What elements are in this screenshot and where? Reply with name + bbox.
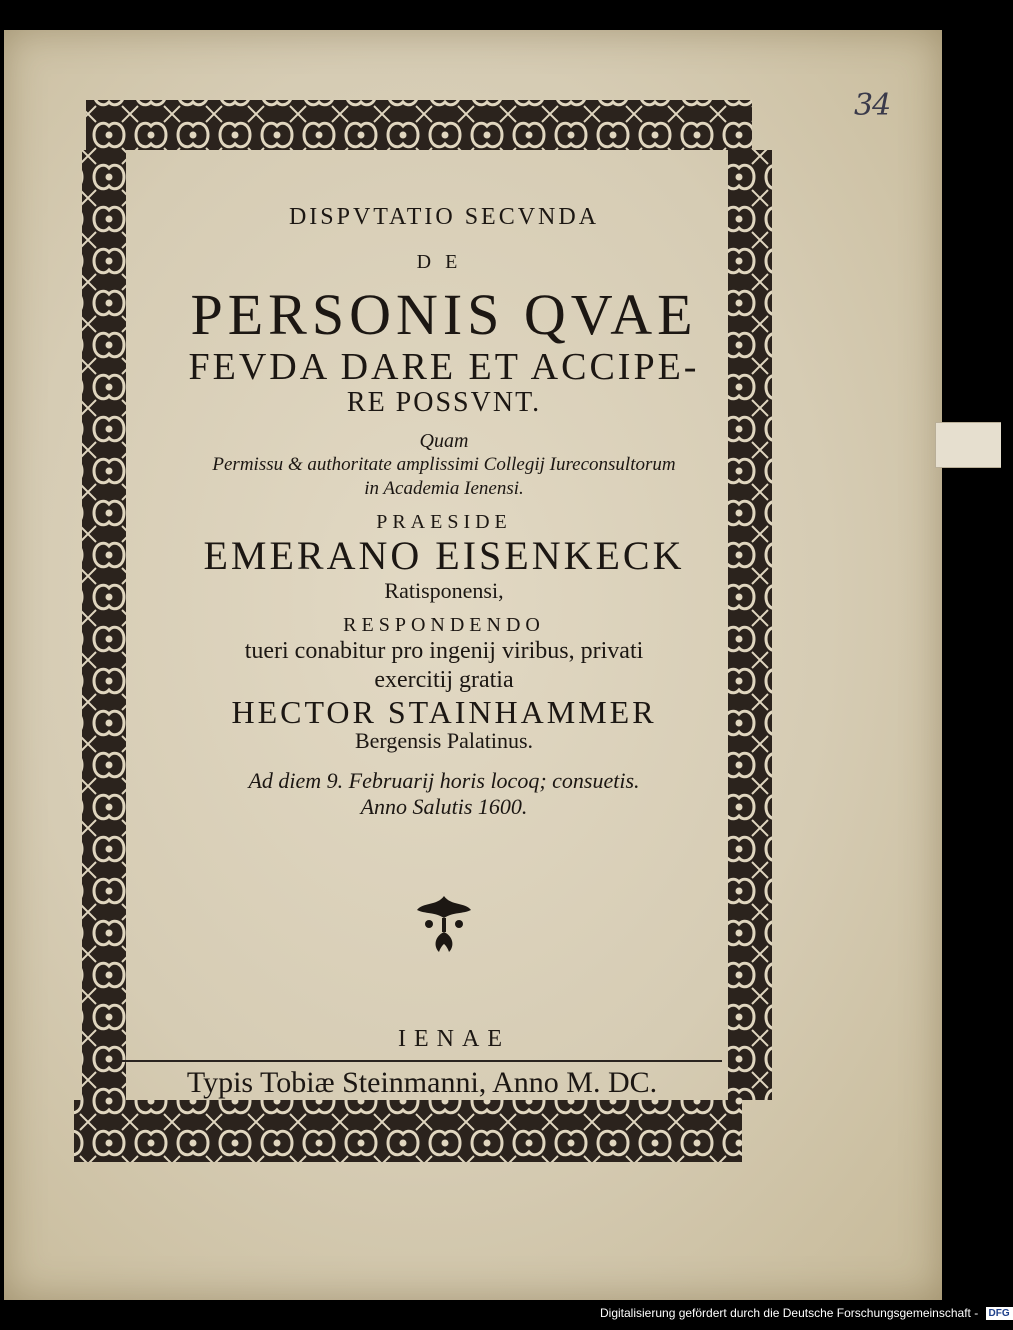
fleuron-ornament bbox=[409, 892, 479, 960]
academy-line: in Academia Ienensi. bbox=[364, 478, 524, 499]
folio-number: 34 bbox=[854, 88, 891, 123]
authority-line: Permissu & authoritate amplissimi Collegij Iureconsultorum bbox=[212, 454, 676, 475]
footer-credit-text: Digitalisierung gefördert durch die Deutsche Forschungsgemeinschaft - bbox=[600, 1306, 979, 1320]
title-text-block bbox=[124, 190, 764, 819]
de-line: DE bbox=[416, 251, 472, 273]
respondent-name: HECTOR STAINHAMMER bbox=[231, 694, 657, 730]
document-page bbox=[4, 30, 942, 1300]
disputation-heading: DISPVTATIO SECVNDA bbox=[288, 204, 600, 230]
main-title-line: PERSONIS QVAE bbox=[190, 282, 698, 347]
subtitle-line-1: FEVDA DARE ET ACCIPE- bbox=[188, 346, 700, 388]
praeside-line: PRAESIDE bbox=[376, 511, 512, 533]
president-name: EMERANO EISENKECK bbox=[203, 533, 685, 578]
respondendo-line: RESPONDENDO bbox=[343, 614, 545, 636]
year-line: Anno Salutis 1600. bbox=[360, 794, 528, 819]
exercise-line: exercitij gratia bbox=[374, 667, 514, 693]
respondent-origin: Bergensis Palatinus. bbox=[354, 728, 534, 753]
imprint-printer: Typis Tobiæ Steinmanni, Anno M. DC. bbox=[186, 1066, 658, 1099]
imprint-rule bbox=[122, 1060, 722, 1062]
dfg-credit-footer bbox=[600, 1306, 1010, 1326]
page-marker-tab bbox=[935, 422, 1001, 468]
defense-line: tueri conabitur pro ingenij viribus, privati bbox=[244, 638, 644, 664]
president-origin: Ratisponensi, bbox=[384, 578, 504, 603]
subtitle-line-2: RE POSSVNT. bbox=[346, 387, 542, 418]
date-line: Ad diem 9. Februarij horis locoq; consuetis. bbox=[248, 768, 640, 793]
quam-line: Quam bbox=[419, 430, 469, 452]
dfg-logo: DFG bbox=[986, 1307, 1013, 1320]
imprint-city: IENAE bbox=[398, 1026, 510, 1052]
